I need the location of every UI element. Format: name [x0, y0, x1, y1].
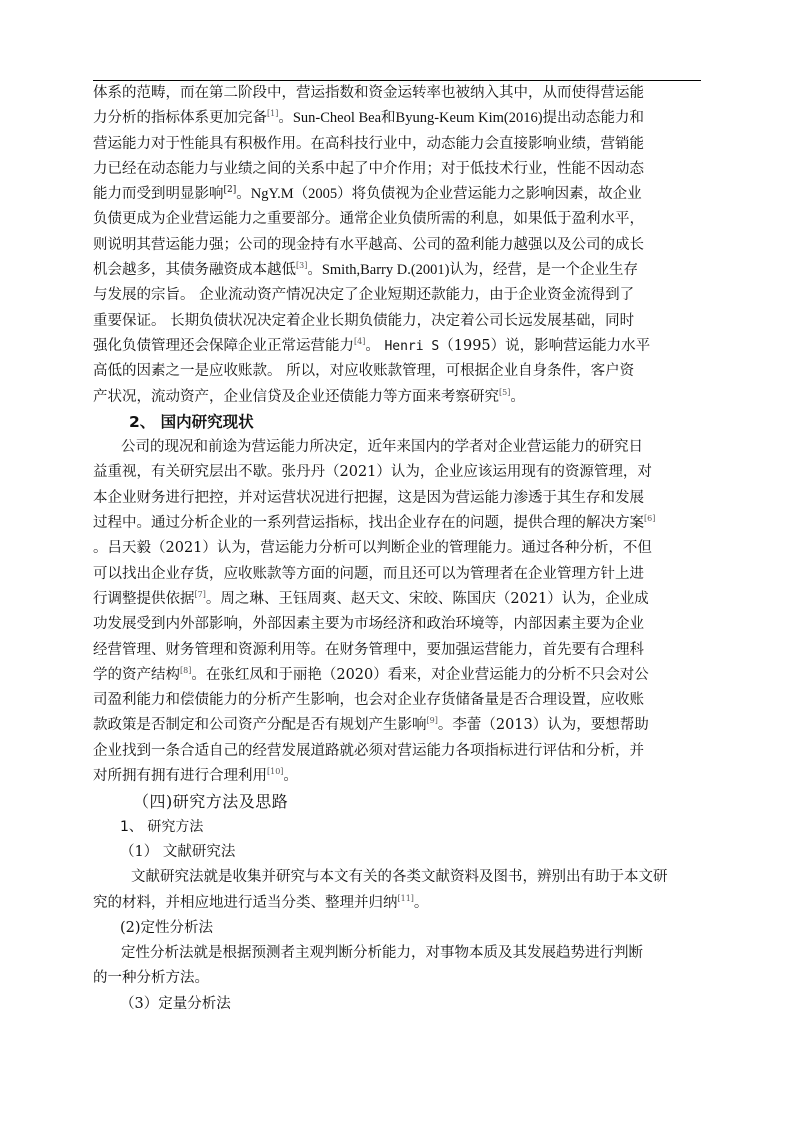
citation-ref: [1] [267, 109, 279, 119]
text-line: 。吕天毅（2021）认为，营运能力分析可以判断企业的管理能力。通过各种分析，不但 [93, 540, 652, 557]
text-line: 营运能力对于性能具有积极作用。在高科技行业中，动态能力会直接影响业绩，营销能 [93, 135, 644, 152]
text-line: 力已经在动态能力与业绩之间的关系中起了中介作用；对于低技术行业，性能不因动态 [93, 160, 644, 177]
text-line: 功发展受到内外部影响，外部因素主要为市场经济和政治环境等，内部因素主要为企业 [93, 616, 644, 633]
text-line: 本企业财务进行把控，并对运营状况进行把握，这是因为营运能力渗透于其生存和发展 [93, 489, 644, 506]
section-heading-methods: （四)研究方法及思路 [133, 792, 289, 812]
text-line: 与发展的宗旨。 企业流动资产情况决定了企业短期还款能力，由于企业资金流得到了 [93, 287, 635, 304]
section-heading-domestic: 2、 国内研究现状 [129, 412, 254, 431]
citation-ref: [11] [397, 893, 414, 903]
text-line: 对所拥有拥有进行合理利用[10]。 [93, 767, 298, 785]
citation-ref: [4] [354, 336, 366, 346]
citation-ref: [2] [223, 185, 237, 196]
text-line: 行调整提供依据[7]。周之琳、王钰周爽、赵天文、宋皎、陈国庆（2021）认为，企业成 [93, 589, 649, 607]
text-line: 司盈利能力和偿债能力的分析产生影响，也会对企业存货储备量是否合理设置，应收账 [93, 692, 644, 709]
text-line: 机会越多，其债务融资成本越低[3]。Smith,Barry D.(2001)认为，经营，是一个企业生存 [93, 261, 639, 279]
text-line: 负债更成为企业营运能力之重要部分。通常企业负债所需的利息，如果低于盈利水平， [93, 211, 644, 228]
method-title-literature: （1） 文献研究法 [120, 843, 236, 860]
text-line: 究的材料，并相应地进行适当分类、整理并归纳[11]。 [93, 893, 429, 911]
text-line: 定性分析法就是根据预测者主观判断分析能力，对事物本质及其发展趋势进行判断 [121, 945, 643, 962]
text-line: 学的资产结构[8]。在张红凤和于丽艳（2020）看来，对企业营运能力的分析不只会对公 [93, 665, 649, 683]
body-text [93, 81, 707, 1017]
citation-ref: [3] [296, 261, 308, 271]
text-line: 能力而受到明显影响[2]。NgY.M（2005）将负债视为企业营运能力之影响因素，故企业 [93, 185, 642, 203]
citation-ref: [6] [644, 514, 656, 524]
method-title-qualitative: (2)定性分析法 [120, 919, 214, 936]
text-line: 高低的因素之一是应收账款。 所以，对应收账款管理，可根据企业自身条件，客户资 [93, 363, 635, 380]
subsection-heading-methods: 1、 研究方法 [120, 818, 204, 835]
text-line: 体系的范畴，而在第二阶段中，营运指数和资金运转率也被纳入其中，从而使得营运能 [93, 85, 644, 101]
method-title-quantitative: （3）定量分析法 [120, 995, 231, 1012]
text-line: 产状况，流动资产，企业信贷及企业还债能力等方面来考察研究[5]。 [93, 387, 525, 405]
text-line: 款政策是否制定和公司资产分配是否有规划产生影响[9]。李蕾（2013）认为，要想帮助 [93, 716, 649, 734]
text-line: 重要保证。 长期负债状况决定着企业长期负债能力，决定着公司长远发展基础，同时 [93, 312, 635, 329]
text-line: 公司的现况和前途为营运能力所决定，近年来国内的学者对企业营运能力的研究日 [121, 439, 643, 456]
text-line: 则说明其营运能力强；公司的现金持有水平越高、公司的盈利能力越强以及公司的成长 [93, 236, 644, 253]
text-line: 益重视，有关研究层出不歇。张丹丹（2021）认为，企业应该运用现有的资源管理，对 [93, 464, 652, 481]
text-line: 经营管理、财务管理和资源利用等。在财务管理中，要加强运营能力，首先要有合理科 [93, 641, 644, 658]
text-line: 力分析的指标体系更加完备[1]。Sun-Cheol Bea和Byung-Keum Kim(2016)提出动态能力和 [93, 109, 645, 127]
citation-ref: [8] [180, 665, 192, 675]
citation-ref: [7] [194, 589, 206, 599]
text-line: 过程中。通过分析企业的一系列营运指标，找出企业存在的问题，提供合理的解决方案[6] [93, 514, 656, 532]
citation-ref: [9] [426, 716, 438, 726]
text-line: 企业找到一条合适自己的经营发展道路就必须对营运能力各项指标进行评估和分析，并 [93, 742, 644, 759]
citation-ref: [5] [499, 387, 511, 397]
text-line: 文献研究法就是收集并研究与本文有关的各类文献资料及图书，辨别出有助于本文研 [131, 869, 668, 886]
text-line: 强化负债管理还会保障企业正常运营能力[4]。 Henri S（1995）说，影响营运能力水平 [93, 336, 651, 354]
text-line: 的一种分析方法。 [93, 970, 209, 987]
citation-ref: [10] [267, 767, 284, 777]
text-line: 可以找出企业存货，应收账款等方面的问题，而且还可以为管理者在企业管理方针上进 [93, 565, 644, 582]
